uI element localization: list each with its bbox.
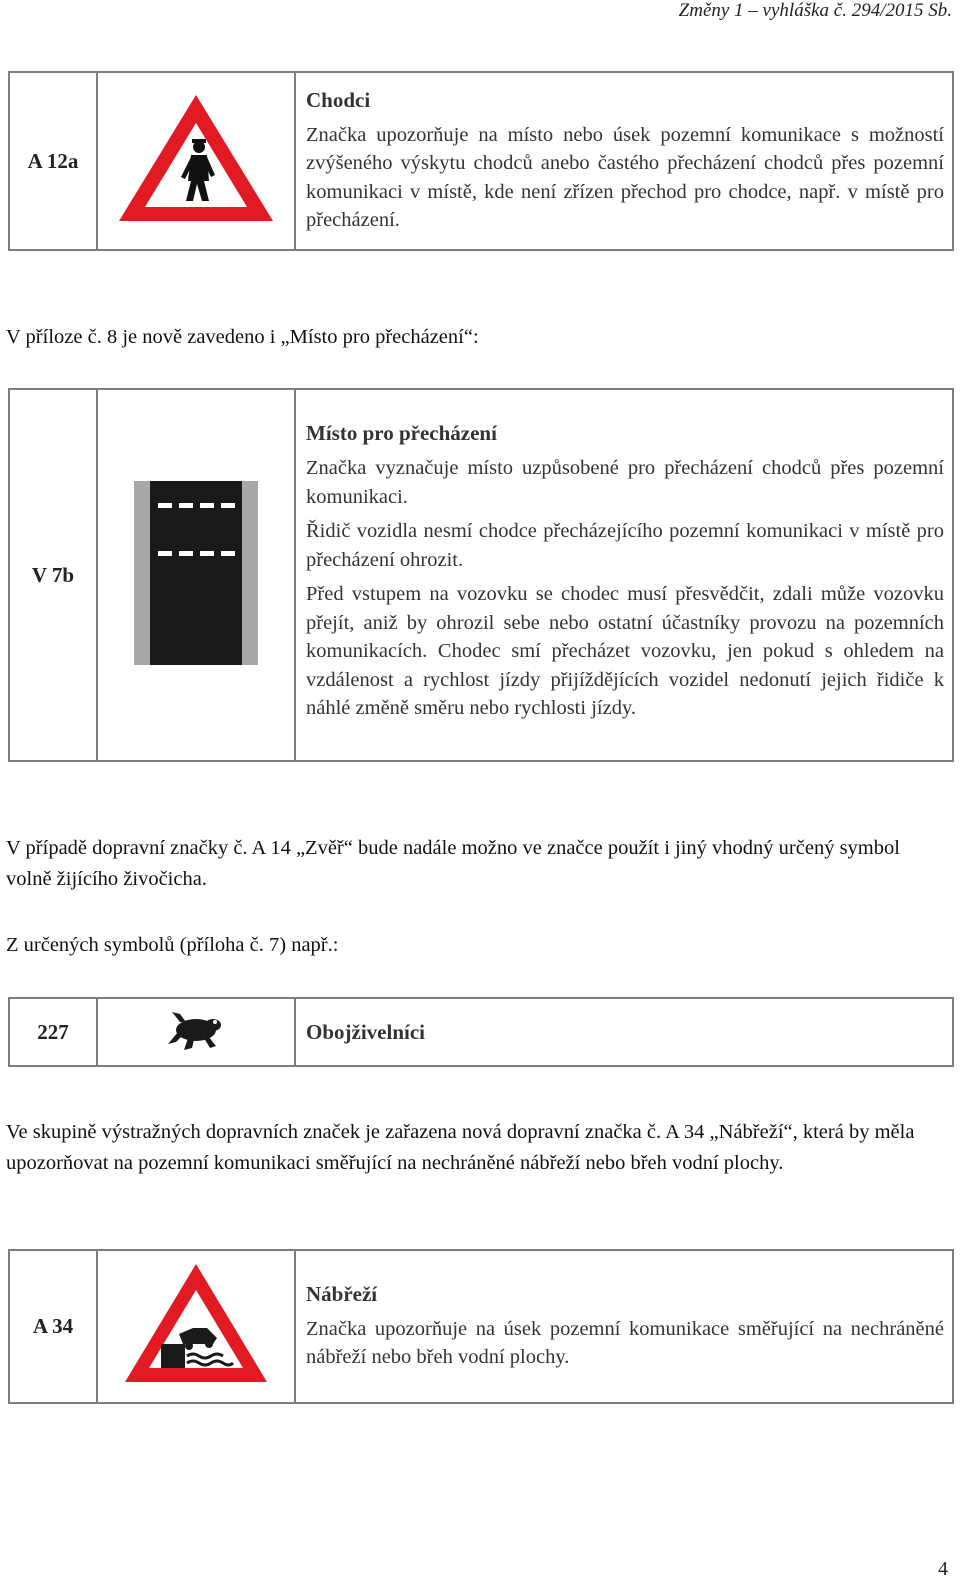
paragraph-a14: V případě dopravní značky č. A 14 „Zvěř“ bude nadále možno ve značce použít i jiný vhodný určený symbol volně žijícího živočicha. xyxy=(6,837,900,890)
sign-text-paragraph: Před vstupem na vozovku se chodec musí přesvědčit, zdali může vozovku přejít, aniž by ohrozil sebe nebo ostatní účastníky provozu na pozemních komunikacích. Chodec smí přecházet vozovku, jen pokud s ohledem na vzdálenost a rychlost jízdy přijíždějících vozidel nedonutí jejich řidiče k náhlé změně směru nebo rychlosti jízdy. xyxy=(306,583,944,720)
sign-code: V 7b xyxy=(9,389,97,761)
sign-text: Značka upozorňuje na místo nebo úsek pozemní komunikace s možností zvýšeného výskytu chodců anebo častého přecházení chodců přes pozemní komunikaci v místě, kde není zřízen přechod pro chodce, např. v místě pro přecházení. xyxy=(306,123,944,231)
sign-description-cell xyxy=(295,72,953,250)
symbol-title: Obojživelníci xyxy=(306,1019,425,1044)
sign-image-cell xyxy=(97,72,295,250)
page-header: Změny 1 – vyhláška č. 294/2015 Sb. xyxy=(678,0,952,21)
sign-code: A 34 xyxy=(9,1250,97,1403)
sign-title: Chodci xyxy=(306,87,371,112)
sign-table-a34 xyxy=(8,1249,954,1404)
sign-description-cell xyxy=(295,389,953,761)
pedestrian-warning-sign-icon xyxy=(111,89,281,229)
symbol-code: 227 xyxy=(9,998,97,1066)
symbol-description-cell xyxy=(295,998,953,1066)
paragraph-a34: Ve skupině výstražných dopravních značek je zařazena nová dopravní značka č. A 34 „Nábřeží“, která by měla upozorňovat na pozemní komunikaci směřující na nechráněné nábřeží nebo břeh vodní plochy. xyxy=(6,1121,915,1174)
symbol-image-cell xyxy=(97,998,295,1066)
frog-icon xyxy=(166,1008,226,1052)
sign-code: A 12a xyxy=(9,72,97,250)
page-number: 4 xyxy=(938,1558,948,1580)
embankment-warning-sign-icon xyxy=(121,1260,271,1388)
paragraph-symbols: Z určených symbolů (příloha č. 7) např.: xyxy=(6,934,339,956)
sign-table-v7b xyxy=(8,388,954,762)
paragraph-annex-8: V příloze č. 8 je nově zavedeno i „Místo pro přecházení“: xyxy=(6,326,479,348)
sign-text: Značka upozorňuje na úsek pozemní komunikace směřující na nechráněné nábřeží nebo břeh vodní plochy. xyxy=(306,1317,944,1368)
sign-table-a12a xyxy=(8,71,954,251)
symbol-table-227 xyxy=(8,997,954,1067)
sign-image-cell xyxy=(97,389,295,761)
sign-description-cell xyxy=(295,1250,953,1403)
crossing-place-marking-icon xyxy=(134,481,258,665)
sign-title: Nábřeží xyxy=(306,1281,378,1306)
sign-text-paragraph: Řidič vozidla nesmí chodce přecházejícího pozemní komunikaci v místě pro přecházení ohrozit. xyxy=(306,520,944,571)
sign-title: Místo pro přecházení xyxy=(306,421,497,446)
sign-text xyxy=(306,454,944,723)
sign-text-paragraph: Značka vyznačuje místo uzpůsobené pro přecházení chodců přes pozemní komunikaci. xyxy=(306,457,944,508)
sign-image-cell xyxy=(97,1250,295,1403)
